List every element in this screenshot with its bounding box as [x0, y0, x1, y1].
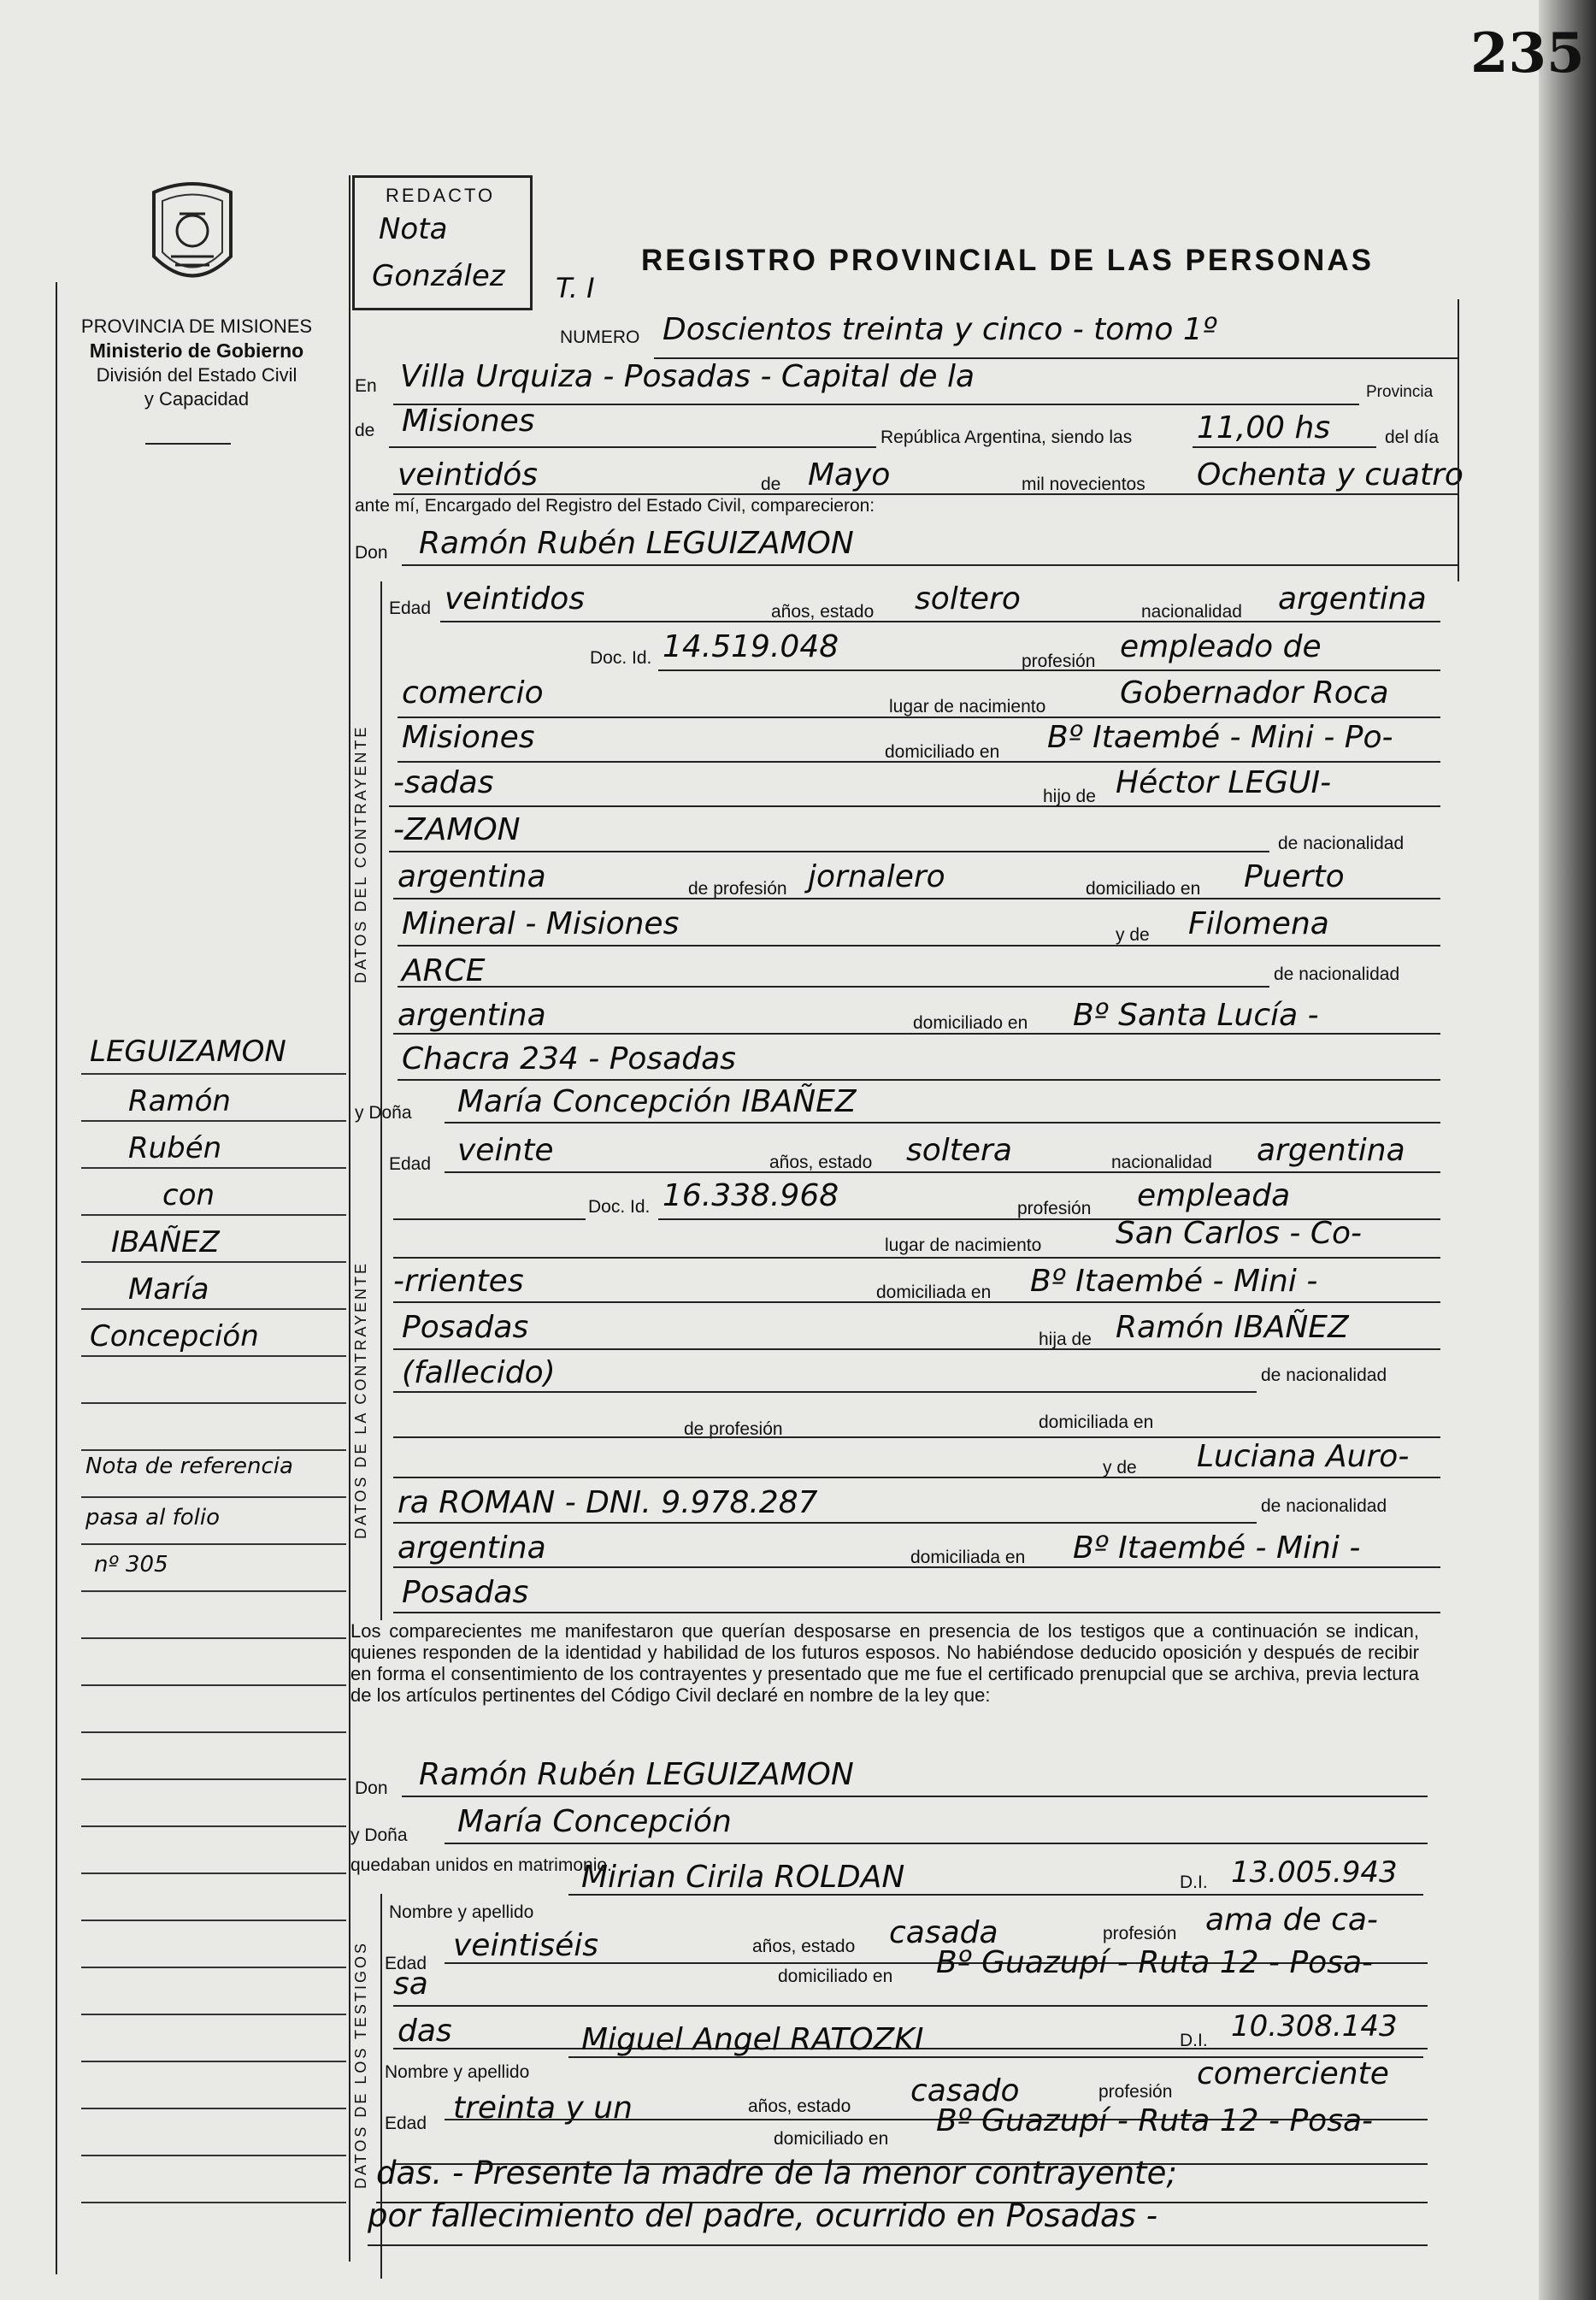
groom-anios-label: años, estado — [771, 602, 875, 622]
division-capacity: y Capacidad — [144, 388, 250, 410]
de-label: de — [355, 421, 375, 440]
bride-mother: Luciana Auro- — [1197, 1439, 1410, 1474]
groom-edad: veintidos — [445, 581, 586, 616]
redacto-stamp — [352, 175, 533, 310]
t2-dom-cont: das. - Presente la madre de la menor contrayente; — [376, 2155, 1177, 2191]
groom-prof: empleado de — [1120, 629, 1322, 664]
anio-value: Ochenta y cuatro — [1197, 457, 1463, 492]
margin-line — [81, 1261, 346, 1263]
margin-line — [81, 2014, 346, 2015]
mes-value: Mayo — [808, 457, 891, 492]
t2-dom: Bº Guazupí - Ruta 12 - Posa- — [936, 2103, 1373, 2138]
groom-mother: Filomena — [1188, 906, 1329, 941]
groom-father-nac-label: de nacionalidad — [1278, 834, 1405, 853]
field-line — [1193, 446, 1376, 448]
groom-lugar: Gobernador Roca — [1120, 675, 1389, 711]
bride-doc-label: Doc. Id. — [588, 1197, 651, 1217]
bride-nac-label: nacionalidad — [1111, 1153, 1212, 1172]
margin-line — [81, 1731, 346, 1733]
groom-domic-label: domiciliado en — [885, 742, 1000, 762]
field-line — [402, 564, 1458, 566]
groom-lugar-cont: Misiones — [402, 720, 535, 755]
field-line — [393, 1522, 1257, 1524]
field-line — [398, 761, 1440, 763]
en-label: En — [355, 376, 377, 396]
field-line — [393, 898, 1440, 899]
field-line — [393, 1348, 1440, 1350]
margin-surname-bride: IBAÑEZ — [111, 1225, 220, 1259]
margin-line — [81, 1637, 346, 1639]
field-line — [393, 1612, 1440, 1613]
margin-line — [81, 1825, 346, 1827]
field-line — [568, 1894, 1423, 1896]
field-line — [393, 1566, 1440, 1568]
field-line — [393, 1477, 1440, 1478]
margin-line — [81, 1120, 346, 1122]
bride-estado: soltera — [906, 1133, 1012, 1168]
field-line — [398, 986, 1269, 988]
field-line — [445, 1843, 1428, 1844]
dia-value: veintidós — [398, 457, 539, 492]
margin-surname-groom: LEGUIZAMON — [90, 1035, 286, 1069]
groom-father-dom-label: domiciliado en — [1086, 879, 1201, 899]
t1-edad-label: Edad — [385, 1954, 427, 1973]
margin-right-rule — [349, 175, 350, 2262]
provincia-label: Provincia — [1366, 383, 1434, 401]
bride-prof: empleada — [1137, 1178, 1291, 1213]
groom-mother-cont: ARCE — [402, 953, 486, 988]
margin-line — [81, 1214, 346, 1216]
tomo-mark: T. I — [556, 272, 595, 304]
margin-line — [81, 2108, 346, 2109]
field-line — [658, 669, 1440, 671]
page-edge — [1539, 0, 1596, 2300]
bride-anios-label: años, estado — [769, 1153, 873, 1172]
bride-edad: veinte — [457, 1133, 554, 1168]
bride-mother-label: y de — [1103, 1458, 1137, 1477]
mil-label: mil novecientos — [1022, 475, 1145, 494]
margin-name-groom-2: Rubén — [128, 1131, 222, 1165]
t2-nombre-label: Nombre y apellido — [385, 2062, 530, 2082]
numero-label: NUMERO — [560, 327, 640, 347]
cierre-dona-label: y Doña — [350, 1825, 408, 1845]
republica-label: República Argentina, siendo las — [880, 428, 1133, 447]
bride-father-dom-label: domiciliada en — [1039, 1412, 1154, 1432]
t1-prof-label: profesión — [1103, 1924, 1177, 1943]
bride-mother-dom: Bº Itaembé - Mini - — [1073, 1530, 1361, 1566]
declaration-text: Los comparecientes me manifestaron que querían desposarse en presencia de los testigos que a continuación se indican, quienes responden de la identidad y habilidad de los futuros esposos. No habiéndose deducido oposición y después de recibir en forma el consentimiento de los contrayentes y presentado que me fue el certificado prenupcial que se archiva, previa lectura de los artículos pertinentes del Código Civil declaré en nombre de la ley que: — [350, 1620, 1419, 1706]
cierre-don-label: Don — [355, 1778, 388, 1798]
groom-hijo-label: hijo de — [1043, 787, 1096, 806]
bride-doc: 16.338.968 — [663, 1178, 839, 1213]
groom-father-dom-cont: Mineral - Misiones — [402, 906, 680, 941]
bride-name: María Concepción IBAÑEZ — [457, 1084, 857, 1119]
field-line — [440, 621, 1440, 622]
field-line — [402, 1796, 1428, 1797]
field-line — [393, 1257, 1440, 1259]
margin-line — [81, 1872, 346, 1874]
bride-nacionalidad: argentina — [1257, 1133, 1405, 1168]
margin-note-2: pasa al folio — [85, 1505, 221, 1530]
groom-mother-label: y de — [1116, 925, 1150, 945]
ante-text: ante mí, Encargado del Registro del Estado Civil, comparecieron: — [355, 496, 875, 516]
t2-di-label: D.I. — [1180, 2031, 1208, 2050]
t1-nombre: Mirian Cirila ROLDAN — [581, 1860, 905, 1895]
groom-edad-label: Edad — [389, 599, 432, 618]
margin-line — [81, 2155, 346, 2156]
groom-domic-cont: -sadas — [393, 765, 494, 800]
field-line — [393, 404, 1359, 405]
margin-line — [81, 1778, 346, 1780]
bride-hija-label: hija de — [1039, 1330, 1092, 1349]
groom-father-prof-label: de profesión — [688, 879, 787, 899]
groom-mother-nac-label: de nacionalidad — [1274, 964, 1400, 984]
margin-line — [81, 2202, 346, 2203]
stamp-note: Nota — [379, 212, 448, 246]
t1-prof-cont: sa — [393, 1967, 428, 2002]
groom-section-label: DATOS DEL CONTRAYENTE — [352, 724, 369, 983]
t1-estado: casada — [889, 1915, 998, 1950]
groom-name: Ramón Rubén LEGUIZAMON — [419, 526, 854, 561]
field-line — [445, 1122, 1440, 1123]
margin-line — [81, 1496, 346, 1498]
field-line — [393, 1301, 1440, 1303]
field-line — [445, 1171, 1440, 1173]
margin-note-1: Nota de referencia — [85, 1454, 293, 1479]
groom-father: Héctor LEGUI- — [1116, 765, 1332, 800]
witnesses-section-label: DATOS DE LOS TESTIGOS — [352, 1940, 369, 2189]
ministry-name: Ministerio de Gobierno — [89, 339, 304, 362]
side-frame — [380, 581, 382, 1620]
t2-anios-label: años, estado — [748, 2097, 851, 2116]
t2-estado: casado — [910, 2073, 1020, 2108]
bride-mother-dom-cont: Posadas — [402, 1575, 529, 1610]
bride-father: Ramón IBAÑEZ — [1116, 1310, 1349, 1345]
t2-notes: por fallecimiento del padre, ocurrido en Posadas - — [368, 2197, 1158, 2234]
margin-note-3: nº 305 — [94, 1552, 168, 1578]
issuing-authority — [51, 315, 342, 411]
field-line — [398, 1079, 1440, 1081]
folio-number: 235 — [1470, 21, 1585, 86]
bride-prof-label: profesión — [1017, 1199, 1092, 1218]
field-line — [389, 805, 1440, 807]
margin-line — [81, 1449, 346, 1451]
bride-mother-cont: ra ROMAN - DNI. 9.978.287 — [398, 1485, 818, 1520]
document-title: REGISTRO PROVINCIAL DE LAS PERSONAS — [641, 244, 1374, 277]
t1-dom: Bº Guazupí - Ruta 12 - Posa- — [936, 1945, 1373, 1980]
bride-father-cont: (fallecido) — [402, 1355, 556, 1390]
dona-label: y Doña — [355, 1103, 412, 1123]
margin-line — [81, 2061, 346, 2062]
groom-mother-nac: argentina — [398, 998, 546, 1033]
field-line — [393, 2005, 1428, 2007]
groom-prof-cont: comercio — [402, 675, 544, 711]
t2-prof-label: profesión — [1098, 2082, 1173, 2102]
t2-edad-label: Edad — [385, 2114, 427, 2133]
groom-lugar-label: lugar de nacimiento — [889, 697, 1046, 717]
right-rule — [1458, 299, 1459, 581]
groom-mother-dom-cont: Chacra 234 - Posadas — [402, 1041, 736, 1076]
margin-left-rule — [56, 282, 57, 2274]
bride-mother-nac: argentina — [398, 1530, 546, 1566]
stamp-label: REDACTO — [386, 185, 496, 206]
groom-nacionalidad: argentina — [1278, 581, 1427, 616]
groom-father-nac: argentina — [398, 859, 546, 894]
division-name: División del Estado Civil — [96, 364, 297, 386]
margin-line — [81, 1073, 346, 1075]
matrimonio-text: quedaban unidos en matrimonio. — [350, 1855, 612, 1875]
margin-line — [81, 1308, 346, 1310]
stamp-clerk: González — [372, 259, 505, 293]
del-dia-label: del día — [1385, 428, 1440, 447]
t2-nombre: Miguel Angel RATOZKI — [581, 2022, 924, 2057]
de-mes-label: de — [761, 475, 781, 494]
groom-domic: Bº Itaembé - Mini - Po- — [1047, 720, 1393, 755]
margin-line — [81, 1355, 346, 1357]
bride-mother-nac-label: de nacionalidad — [1261, 1496, 1387, 1516]
field-line — [398, 945, 1440, 947]
field-line — [393, 1391, 1257, 1393]
cierre-groom: Ramón Rubén LEGUIZAMON — [419, 1757, 854, 1792]
margin-line — [81, 1543, 346, 1545]
t2-edad: treinta y un — [453, 2091, 633, 2126]
groom-father-prof: jornalero — [808, 859, 945, 894]
seal-icon — [145, 175, 239, 295]
margin-name-groom-1: Ramón — [128, 1084, 231, 1118]
provincia-value: Misiones — [402, 404, 535, 439]
t1-dom-label: domiciliado en — [778, 1967, 893, 1986]
bride-lugar: San Carlos - Co- — [1116, 1216, 1362, 1251]
field-line — [389, 851, 1269, 852]
t1-dom-cont: das — [398, 2014, 452, 2049]
groom-doc-label: Doc. Id. — [590, 648, 652, 668]
groom-prof-label: profesión — [1022, 652, 1096, 671]
divider — [145, 443, 231, 445]
margin-con: con — [162, 1178, 215, 1212]
bride-edad-label: Edad — [389, 1154, 432, 1174]
margin-line — [81, 1684, 346, 1686]
bride-father-prof-label: de profesión — [684, 1419, 783, 1439]
groom-father-dom: Puerto — [1244, 859, 1345, 894]
bride-domic: Bº Itaembé - Mini - — [1030, 1264, 1318, 1299]
numero-value: Doscientos treinta y cinco - tomo 1º — [663, 312, 1217, 347]
t2-di: 10.308.143 — [1231, 2009, 1398, 2043]
field-line — [393, 493, 1458, 495]
field-line — [398, 717, 1440, 718]
field-line — [393, 1436, 1440, 1438]
field-line — [389, 446, 876, 448]
t1-nombre-label: Nombre y apellido — [389, 1902, 534, 1922]
bride-section-label: DATOS DE LA CONTRAYENTE — [352, 1260, 369, 1539]
field-line — [393, 1033, 1440, 1035]
bride-mother-dom-label: domiciliada en — [910, 1548, 1026, 1567]
don-label: Don — [355, 543, 388, 563]
margin-line — [81, 1167, 346, 1169]
groom-nac-label: nacionalidad — [1141, 602, 1242, 622]
field-line — [393, 1218, 586, 1220]
hora-value: 11,00 hs — [1197, 410, 1331, 445]
groom-doc: 14.519.048 — [663, 629, 839, 664]
province-name: PROVINCIA DE MISIONES — [80, 316, 313, 337]
t1-anios-label: años, estado — [752, 1937, 856, 1956]
margin-line — [81, 1967, 346, 1968]
bride-domic-label: domiciliada en — [876, 1283, 992, 1302]
bride-domic-cont: Posadas — [402, 1310, 529, 1345]
cierre-bride: María Concepción — [457, 1804, 732, 1839]
bride-lugar-cont: -rrientes — [393, 1264, 524, 1299]
margin-name-bride-2: Concepción — [90, 1319, 259, 1353]
field-line — [368, 2244, 1428, 2246]
groom-father-cont: -ZAMON — [393, 812, 521, 847]
t1-di-label: D.I. — [1180, 1872, 1208, 1892]
t1-prof: ama de ca- — [1205, 1902, 1378, 1937]
groom-mother-dom: Bº Santa Lucía - — [1073, 998, 1319, 1033]
margin-line — [81, 1402, 346, 1404]
t1-edad: veintiséis — [453, 1928, 599, 1963]
bride-lugar-label: lugar de nacimiento — [885, 1236, 1042, 1255]
margin-line — [81, 1920, 346, 1921]
margin-name-bride-1: María — [128, 1272, 209, 1306]
t2-prof: comerciente — [1197, 2056, 1389, 2091]
bride-father-nac-label: de nacionalidad — [1261, 1365, 1387, 1385]
groom-mother-dom-label: domiciliado en — [913, 1013, 1028, 1033]
t2-dom-label: domiciliado en — [774, 2129, 889, 2149]
lugar-value: Villa Urquiza - Posadas - Capital de la — [400, 359, 975, 394]
t1-di: 13.005.943 — [1231, 1855, 1398, 1890]
groom-estado: soltero — [915, 581, 1021, 616]
margin-line — [81, 1590, 346, 1592]
